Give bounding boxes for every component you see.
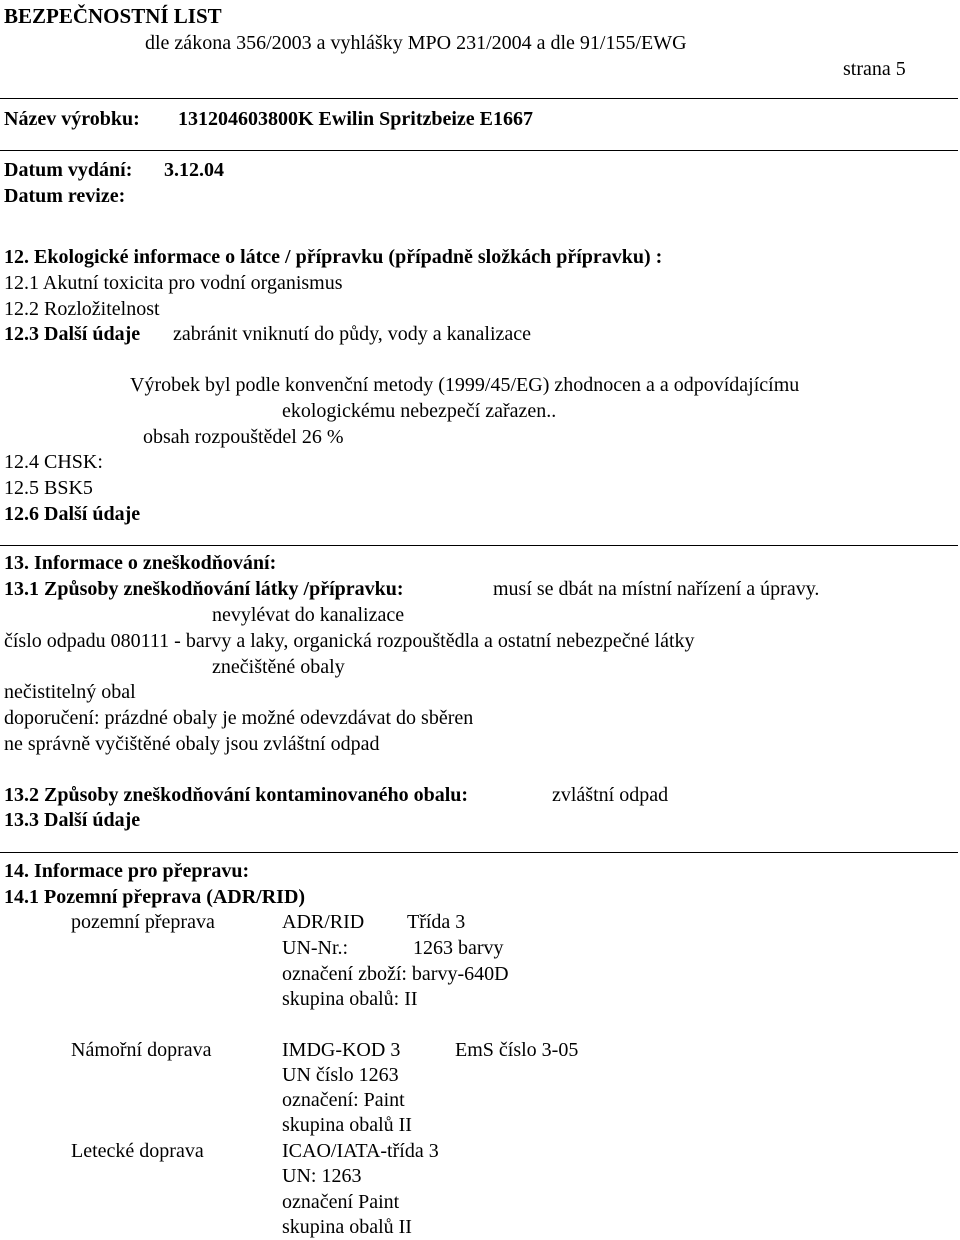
land-adr: ADR/RID (282, 911, 365, 933)
land-goods-name: označení zboží: barvy-640D (282, 963, 509, 985)
disposal-drain: nevylévat do kanalizace (212, 604, 405, 626)
sea-imdg-code: IMDG-KOD 3 (282, 1039, 401, 1061)
solvent-content: obsah rozpouštědel 26 % (143, 426, 344, 448)
section-12-2: 12.2 Rozložitelnost (4, 298, 160, 320)
section-13-1-text: musí se dbát na místní nařízení a úpravy. (493, 578, 820, 600)
sea-shipping-name: označení: Paint (282, 1089, 405, 1111)
issue-date-value: 3.12.04 (164, 159, 224, 181)
evaluation-line-1: Výrobek byl podle konvenční metody (1999/45/EG) zhodnocen a a odpovídajícímu (130, 374, 800, 396)
divider (0, 852, 958, 853)
section-12-heading: 12. Ekologické informace o látce / přípravku (případně složkách přípravku) : (4, 246, 663, 268)
sea-un-number: UN číslo 1263 (282, 1064, 399, 1086)
section-12-4: 12.4 CHSK: (4, 451, 103, 473)
section-12-1: 12.1 Akutní toxicita pro vodní organismus (4, 272, 343, 294)
document-legal-basis: dle zákona 356/2003 a vyhlášky MPO 231/2004 a dle 91/155/EWG (145, 32, 687, 54)
land-class: Třída 3 (407, 911, 466, 933)
contaminated-packaging: znečištěné obaly (212, 656, 345, 678)
evaluation-line-2: ekologickému nebezpečí zařazen.. (282, 400, 557, 422)
product-name: 131204603800K Ewilin Spritzbeize E1667 (178, 108, 533, 130)
sea-transport-label: Námořní doprava (71, 1039, 212, 1061)
waste-code: číslo odpadu 080111 - barvy a laky, organická rozpouštědla a ostatní nebezpečné látky (4, 630, 695, 652)
land-packing-group: skupina obalů: II (282, 988, 418, 1010)
sea-ems-number: EmS číslo 3-05 (455, 1039, 579, 1061)
land-un-value: 1263 barvy (413, 937, 504, 959)
section-12-3-label: 12.3 Další údaje (4, 323, 141, 345)
disposal-recommendation: doporučení: prázdné obaly je možné odevzdávat do sběren (4, 707, 474, 729)
section-12-3-text: zabránit vniknutí do půdy, vody a kanalizace (173, 323, 532, 345)
document-title: BEZPEČNOSTNÍ LIST (4, 4, 222, 28)
issue-date-label: Datum vydání: (4, 159, 133, 181)
section-14-1: 14.1 Pozemní přeprava (ADR/RID) (4, 886, 306, 908)
section-14-heading: 14. Informace pro přepravu: (4, 860, 250, 882)
section-13-1-label: 13.1 Způsoby zneškodňování látky /přípravku: (4, 578, 404, 600)
land-transport-label: pozemní přeprava (71, 911, 215, 933)
air-un-number: UN: 1263 (282, 1165, 362, 1187)
air-shipping-name: označení Paint (282, 1191, 400, 1213)
section-12-5: 12.5 BSK5 (4, 477, 93, 499)
incorrectly-cleaned-packaging: ne správně vyčištěné obaly jsou zvláštní odpad (4, 733, 380, 755)
section-13-2-label: 13.2 Způsoby zneškodňování kontaminovaného obalu: (4, 784, 469, 806)
section-13-2-text: zvláštní odpad (552, 784, 669, 806)
divider (0, 545, 958, 546)
section-13-3: 13.3 Další údaje (4, 809, 141, 831)
air-transport-label: Letecké doprava (71, 1140, 204, 1162)
section-13-heading: 13. Informace o zneškodňování: (4, 552, 277, 574)
air-packing-group: skupina obalů II (282, 1216, 412, 1238)
revision-date-label: Datum revize: (4, 185, 126, 207)
product-label: Název výrobku: (4, 108, 140, 130)
uncleanable-packaging: nečistitelný obal (4, 681, 136, 703)
sea-packing-group: skupina obalů II (282, 1114, 412, 1136)
land-un-label: UN-Nr.: (282, 937, 349, 959)
divider (0, 150, 958, 151)
section-12-6: 12.6 Další údaje (4, 503, 141, 525)
page-number: strana 5 (843, 58, 906, 80)
air-icao-class: ICAO/IATA-třída 3 (282, 1140, 439, 1162)
divider (0, 98, 958, 99)
